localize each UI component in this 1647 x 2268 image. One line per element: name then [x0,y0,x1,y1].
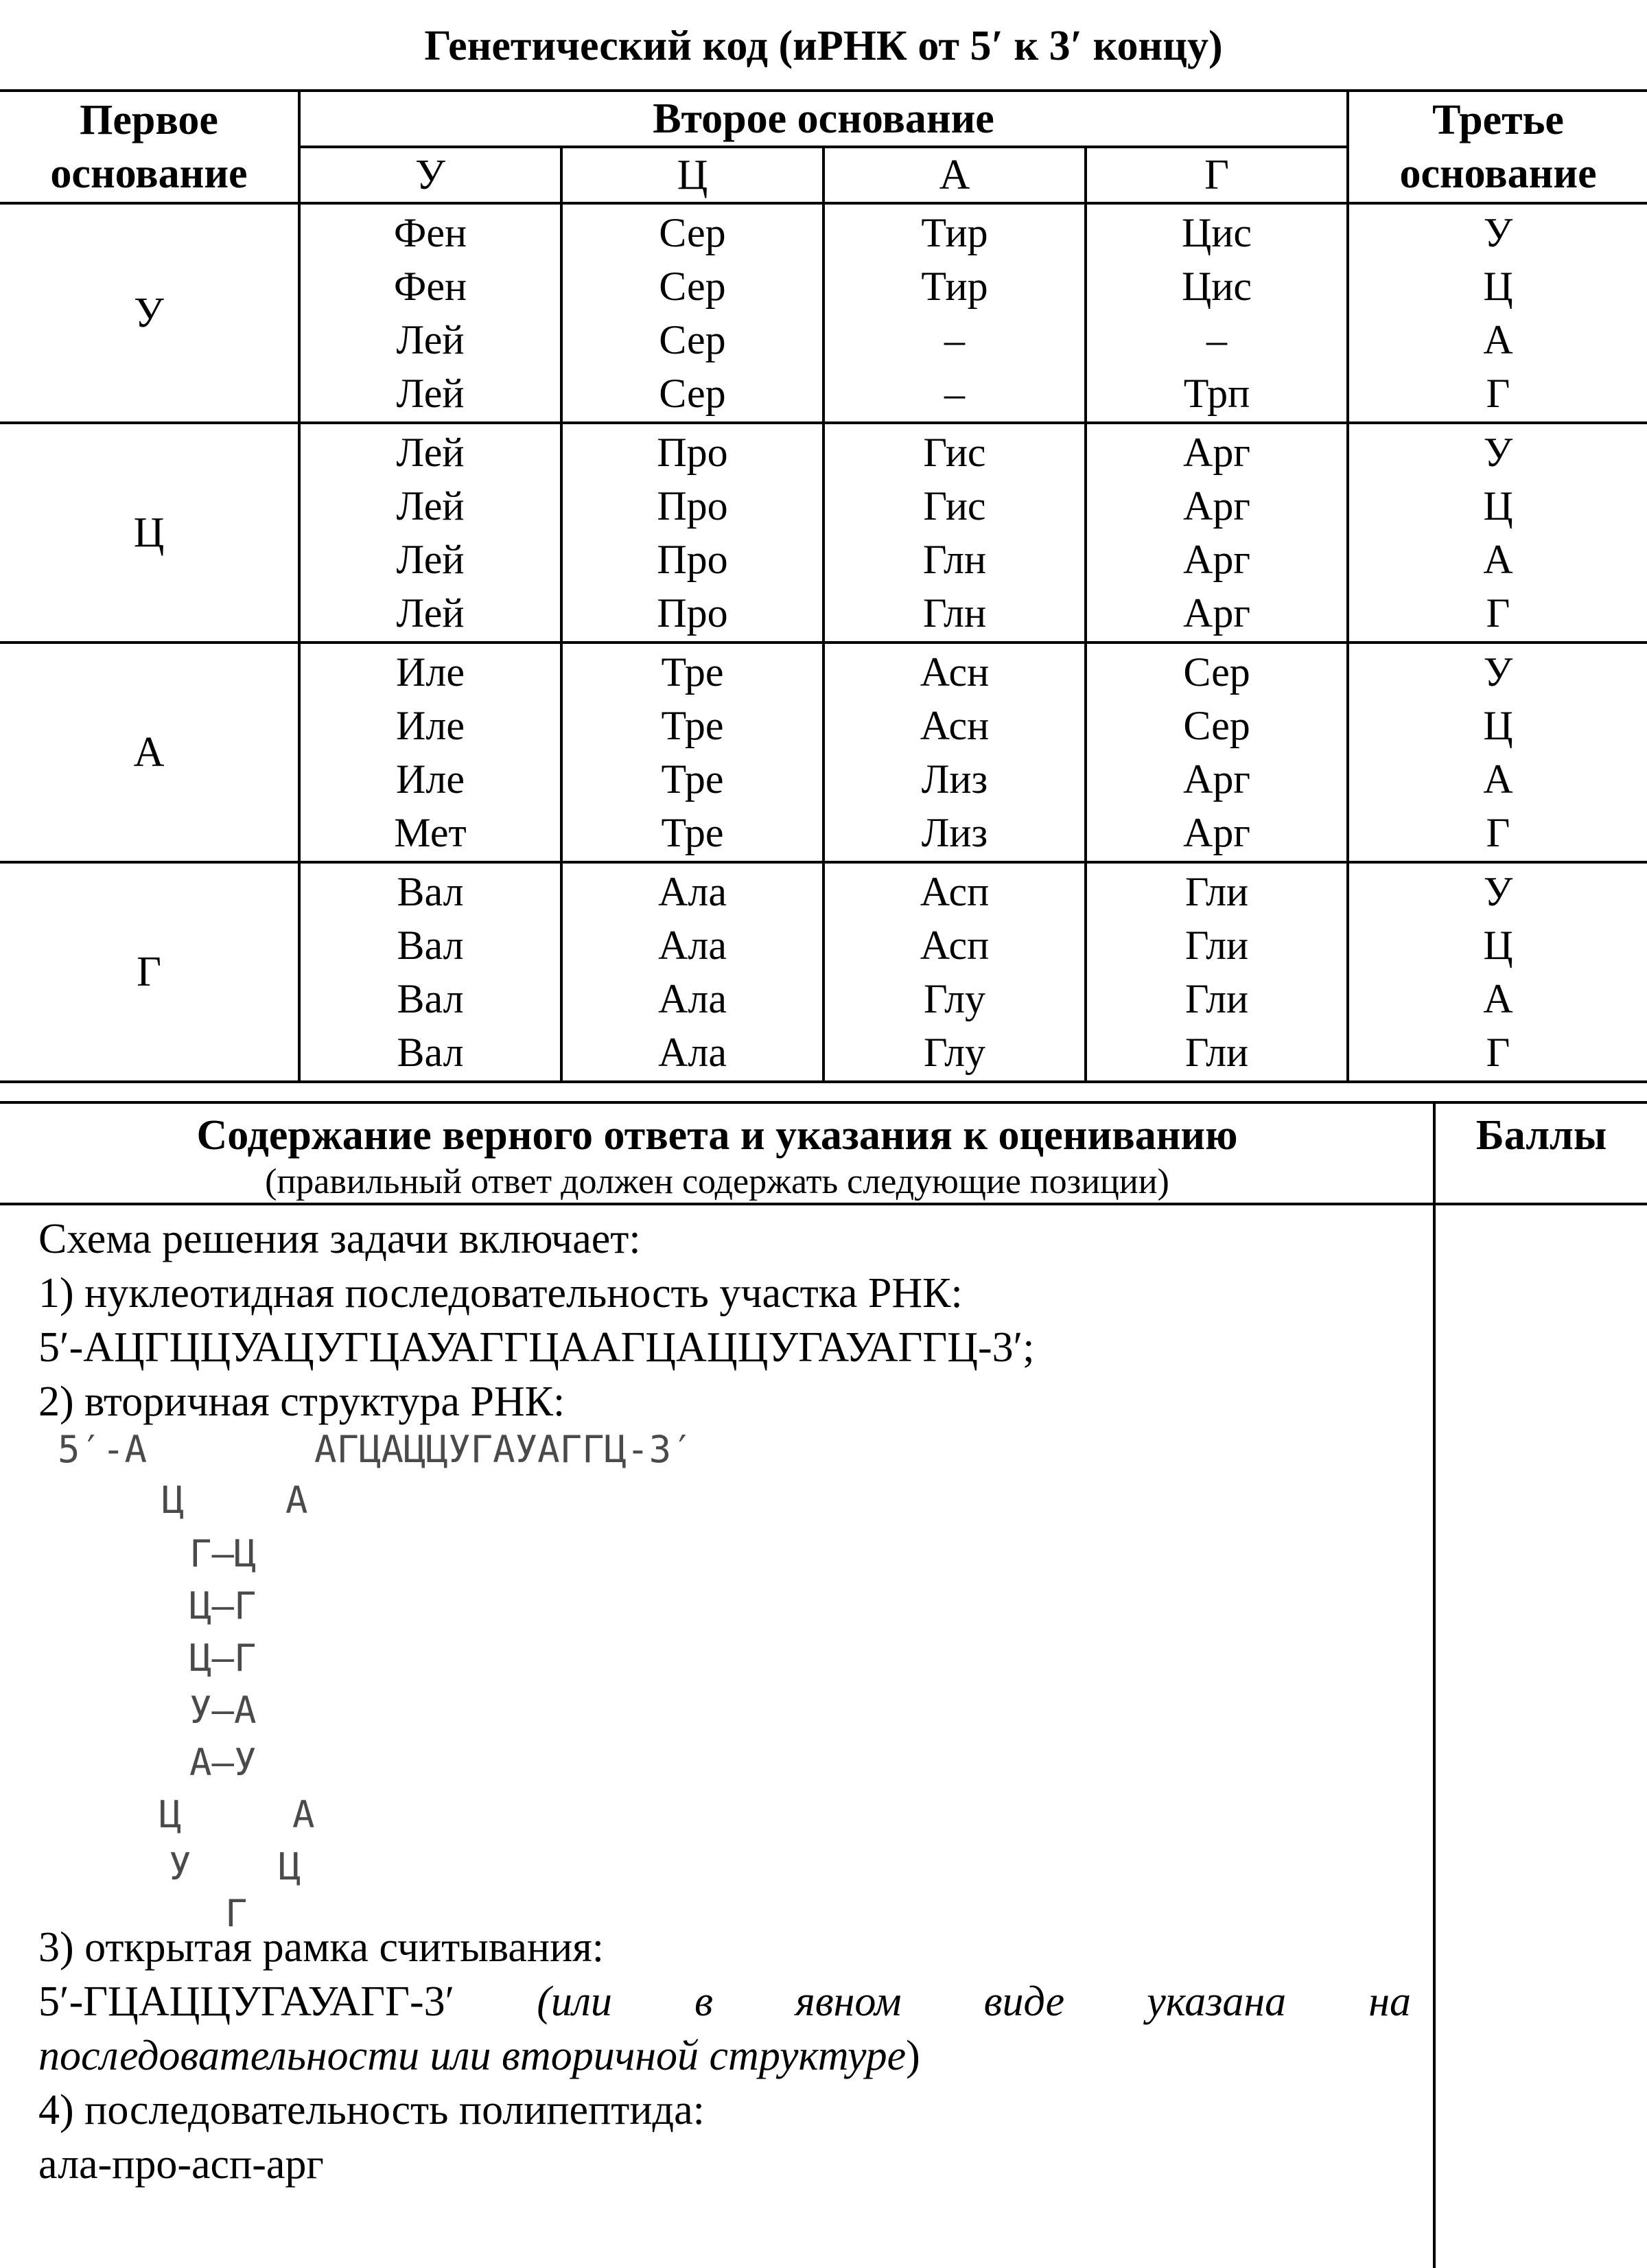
amino-acid: Асн [920,649,990,695]
amino-acid: Асп [920,869,990,914]
amino-acid: Глу [923,1030,986,1075]
third-base: Ц [1483,703,1513,748]
genetic-code-table [0,89,1647,1083]
amino-acid: Гис [923,483,986,529]
header-third-base: Третье основание [1348,91,1647,203]
amino-acid: Арг [1183,537,1250,582]
amino-acid: Лей [396,317,465,362]
third-base: А [1483,976,1513,1021]
amino-acid: Про [657,430,728,475]
loop-nucleotide: Ц [159,1793,182,1836]
score-column [1433,1104,1647,2268]
loop-nucleotide: Ц [279,1845,301,1888]
amino-acid: Сер [659,210,726,255]
amino-acid: Фен [393,210,467,255]
amino-acid: Тре [661,810,724,855]
amino-acid: Иле [396,756,465,802]
answer-header [0,1104,1434,1205]
amino-acid: Сер [659,371,726,416]
third-base: Ц [1483,923,1513,968]
first-base-cell: А [0,643,299,862]
second-base-a: А [824,147,1086,203]
amino-acid: Гли [1184,869,1249,914]
amino-acid: Про [657,590,728,636]
codon-group-row [0,643,1647,862]
codon-group-row [0,203,1647,423]
amino-acid: Вал [397,923,464,968]
amino-acid: Тре [661,649,724,695]
amino-acid: Лей [396,483,465,529]
third-base: Г [1486,590,1510,636]
amino-acid: Фен [393,264,467,309]
amino-acid: Ала [658,869,727,914]
amino-acid: Про [657,483,728,529]
amino-acid: Лиз [921,810,988,855]
point-1-label: 1) нуклеотидная последовательность участка РНК: [38,1270,963,1317]
second-base-c: Ц [561,147,824,203]
answer-subheading: (правильный ответ должен содержать следующие позиции) [265,1162,1169,1201]
third-base: Г [1486,371,1510,416]
amino-acid: Арг [1183,590,1250,636]
amino-acid: Арг [1183,810,1250,855]
amino-acid: Сер [659,264,726,309]
loop-nucleotide: Г [225,1892,248,1935]
amino-acid: Иле [396,703,465,748]
loop-nucleotide: А [285,1479,308,1522]
amino-acid: Про [657,537,728,582]
amino-acid: Тир [921,264,988,309]
amino-acid: Сер [659,317,726,362]
note-word: указана [1147,1978,1287,2025]
third-base: У [1483,649,1513,695]
third-base: Г [1486,1030,1510,1075]
score-header: Баллы [1436,1104,1647,1205]
amino-acid: Мет [394,810,467,855]
header-first-base: Первое основание [0,91,299,203]
amino-acid: Глн [922,537,987,582]
page-title: Генетический код (иРНК от 5′ к 3′ концу) [424,23,1223,69]
third-base: А [1483,317,1513,362]
amino-acid: Тре [661,703,724,748]
codon-group-row [0,423,1647,643]
base-pair: Ц—Г [189,1636,257,1680]
point-2-label: 2) вторичная структура РНК: [38,1378,565,1425]
polypeptide-sequence: ала-про-асп-арг [38,2141,324,2188]
amino-acid: Иле [396,649,465,695]
amino-acid: – [944,371,965,416]
base-pair: У—А [189,1689,257,1732]
strand-3prime-end: АГЦАЦЦУГАУАГГЦ-3′ [314,1428,694,1471]
orf-sequence: 5′-ГЦАЦЦУГАУАГГ-3′ [38,1978,455,2025]
solution-intro: Схема решения задачи включает: [38,1216,641,1262]
amino-acid: Вал [397,869,464,914]
amino-acid: Вал [397,976,464,1021]
amino-acid: Ала [658,923,727,968]
third-base: У [1483,210,1513,255]
third-base: Ц [1483,483,1513,529]
amino-acid: – [1206,317,1227,362]
note-word: в [694,1978,713,2025]
amino-acid: Гис [923,430,986,475]
note-word: виде [983,1978,1065,2025]
amino-acid: Лей [396,590,465,636]
amino-acid: Лиз [921,756,988,802]
note-word: (или [537,1978,612,2025]
orf-line [38,1975,1411,2029]
orf-note-line2: последовательности или вторичной структуре) [38,2033,920,2079]
base-pair: Ц—Г [189,1584,257,1628]
third-base: У [1483,869,1513,914]
first-base-cell: У [0,203,299,423]
header-second-base: Второе основание [299,91,1348,147]
amino-acid: Асн [920,703,990,748]
amino-acid: Тир [921,210,988,255]
note-word: явном [795,1978,902,2025]
amino-acid: Ала [658,1030,727,1075]
amino-acid: Тре [661,756,724,802]
amino-acid: Лей [396,371,465,416]
third-base: Ц [1483,264,1513,309]
base-pair: А—У [189,1741,257,1784]
codon-group-row [0,862,1647,1082]
amino-acid: Трп [1183,371,1250,416]
amino-acid: Арг [1183,483,1250,529]
amino-acid: Цис [1181,264,1252,309]
amino-acid: Арг [1183,756,1250,802]
amino-acid: Цис [1181,210,1252,255]
third-base: А [1483,537,1513,582]
second-base-u: У [299,147,561,203]
point-4-label: 4) последовательность полипептида: [38,2087,705,2133]
rna-secondary-structure [55,1429,878,1937]
amino-acid: Глу [923,976,986,1021]
amino-acid: Асп [920,923,990,968]
loop-nucleotide: Ц [162,1479,185,1522]
third-base: Г [1486,810,1510,855]
amino-acid: Лей [396,430,465,475]
loop-nucleotide: У [169,1845,191,1888]
amino-acid: Ала [658,976,727,1021]
amino-acid: Глн [922,590,987,636]
table-divider [0,1080,1647,1094]
amino-acid: Гли [1184,976,1249,1021]
amino-acid: Лей [396,537,465,582]
amino-acid: Вал [397,1030,464,1075]
amino-acid: Арг [1183,430,1250,475]
first-base-cell: Ц [0,423,299,643]
amino-acid: Гли [1184,1030,1249,1075]
point-3-label: 3) открытая рамка считывания: [38,1924,605,1971]
third-base: У [1483,430,1513,475]
amino-acid: Гли [1184,923,1249,968]
amino-acid: Сер [1183,649,1250,695]
base-pair: Г—Ц [189,1532,257,1575]
amino-acid: Сер [1183,703,1250,748]
loop-nucleotide: А [292,1793,315,1836]
third-base: А [1483,756,1513,802]
answer-heading: Содержание верного ответа и указания к оцениванию [196,1112,1238,1159]
amino-acid: – [944,317,965,362]
rna-sequence: 5′-АЦГЦЦУАЦУГЦАУАГГЦААГЦАЦЦУГАУАГГЦ-3′; [38,1324,1035,1371]
note-word: на [1368,1978,1411,2025]
second-base-g: Г [1086,147,1348,203]
first-base-cell: Г [0,862,299,1082]
strand-5prime-end: 5′-А [58,1428,148,1471]
